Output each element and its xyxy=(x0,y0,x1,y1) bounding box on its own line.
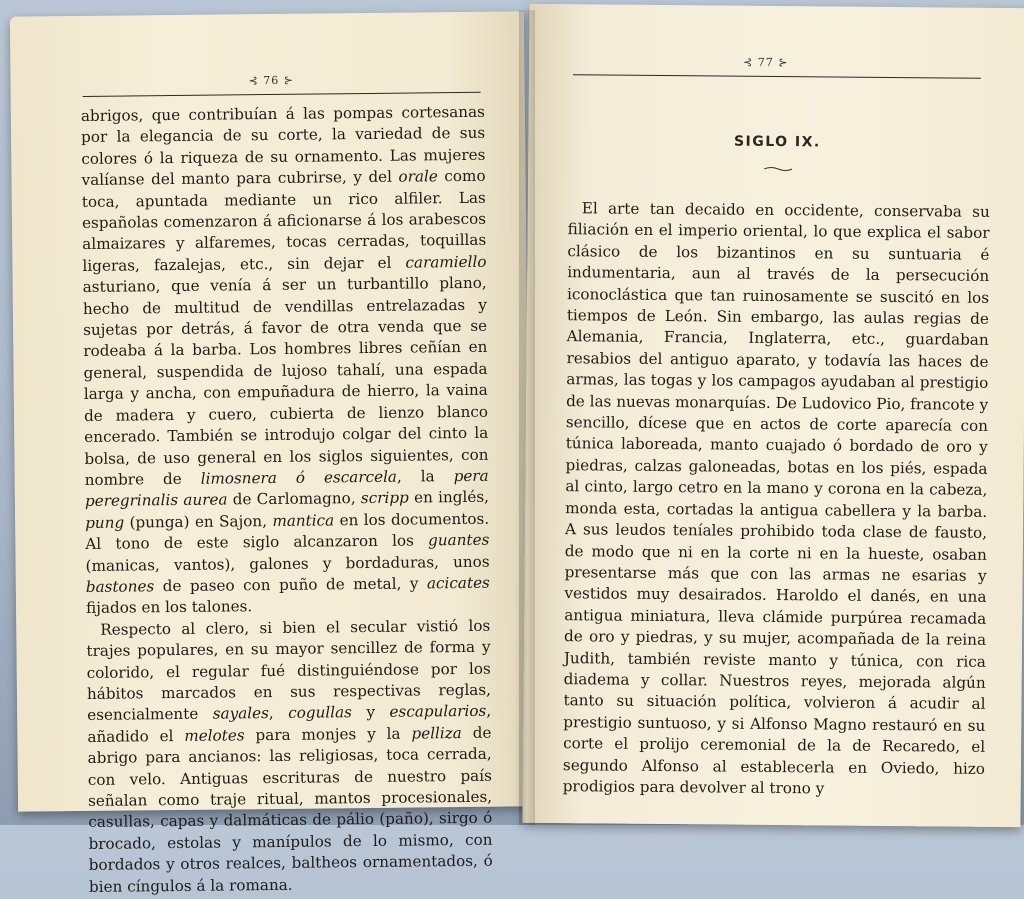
left-page-body xyxy=(81,102,493,898)
text-run: de Carlomagno, xyxy=(227,489,361,509)
book-gutter xyxy=(519,10,535,825)
italic-term: guantes xyxy=(428,530,490,550)
italic-term: pung xyxy=(85,513,125,532)
italic-term: bastones xyxy=(85,577,155,596)
italic-term: pelliza xyxy=(411,723,462,743)
text-run: , la xyxy=(396,466,454,486)
text-run: como toca, apuntada mediante un rico alfiler. Las españolas comenzaron á aficionarse á los arabescos almaizares y alfaremes, tocas cerradas, toquillas ligeras, fazalejas, etc., sin dejar el xyxy=(81,166,487,275)
header-rule-right xyxy=(573,74,981,79)
italic-term: pera peregrinalis aurea xyxy=(84,466,489,511)
page-number-right: ⊰ 77 ⊱ xyxy=(743,55,789,70)
page-number-left: ⊰ 76 ⊱ xyxy=(248,73,295,88)
paragraph-1 xyxy=(81,102,490,620)
italic-term: mantica xyxy=(272,511,335,530)
text-run: (punga) en Sajon, xyxy=(124,511,273,532)
header-rule-left xyxy=(83,92,481,97)
italic-term: caramiello xyxy=(405,252,487,272)
text-run: para monjes y la xyxy=(244,724,412,745)
text-run: fijados en los talones. xyxy=(85,597,253,618)
text-run: , añadido el xyxy=(87,702,492,746)
italic-term: limosnera ó escarcela xyxy=(200,467,398,488)
text-run: en los documentos. Al tono de este siglo alcanzaron los xyxy=(85,509,490,554)
text-run: (manicas, vantos), galones y bordaduras, unos xyxy=(85,552,490,575)
text-run: de paseo con puño de metal, y xyxy=(154,574,428,596)
paragraph-3: El arte tan decaido en occidente, conservaba su filiación en el imperio oriental, lo que explica el sabor clásico de los bizantinos en su suntuaria é indumentaria, aun al través de la persecución iconoclástica que tan ruinosamente se suscitó en los tiempos de León. Sin embargo, las aulas regias de Alemania, Francia, Inglaterra, etc., guardaban resabios del antiguo aparato, y todavía las haces de armas, las togas y los campagos ayudaban al prestigio de las nuevas monarquías. De Ludovico Pio, francote y sencillo, dícese que en actos de corte aparecía con túnica laboreada, manto cuajado ó bordado de oro y piedras, calzas galoneadas, botas en los piés, espada al cinto, largo cetro en la mano y corona en la cabeza, monda esta, cortadas la antigua cabellera y la barba. A sus leudos teníales prohibido toda clase de fausto, de modo que ni en la corte ni en la hueste, osaban presentarse más que con las armas ne esarias y vestidos muy desairados. Haroldo el danés, en una antigua miniatura, lleva clámide purpúrea recamada de oro y piedras, y su mujer, acompañada de la reina Judith, también reviste manto y túnica, con rica diadema y collar. Nuestros reyes, mejorada algún tanto su situación política, volvieron á acudir al prestigio suntuoso, y si Alfonso Magno restauró en su corte el prolijo ceremonial de la de Recaredo, el segundo Alfonso al establecerla en Oviedo, hizo prodigios para devolver al trono y xyxy=(562,199,990,798)
italic-term: sayales xyxy=(212,704,269,724)
text-run: en inglés, xyxy=(408,488,490,507)
italic-term: escapularios xyxy=(389,702,487,722)
italic-term: melotes xyxy=(184,726,245,745)
chapter-heading: SIGLO IX. xyxy=(733,133,821,151)
text-run: y xyxy=(351,703,390,722)
paragraph-2 xyxy=(86,615,493,897)
text-run: abrigos, que contribuían á las pompas cortesanas por la elegancia de su corte, la variedad de sus colores ó la riqueza de su ornamento. Las mujeres valíanse del manto para cubrirse, y del xyxy=(80,102,486,190)
right-page-body xyxy=(563,198,990,801)
text-run: de abrigo para ancianos: las religiosas, toca cerrada, con velo. Antiguas escrituras de nuestro país señalan como traje ritual, mantos procesionales, casullas, capas y dalmáticas de pálio (paño), sirgo ó brocado, estolas y manípulos de lo mismo, con bordados y otros realces, baltheos ornamentados, ó bien cíngulos á la romana. xyxy=(87,723,493,896)
italic-term: acicates xyxy=(426,573,490,593)
text-run: , xyxy=(268,704,289,723)
text-run: Respecto al clero, si bien el secular vistió los trajes populares, en su mayor sencillez de forma y colorido, el regular fué distinguiéndose por los hábitos marcados en sus respectivas reglas, esencialmente xyxy=(86,616,492,725)
left-page xyxy=(10,11,532,896)
italic-term: cogullas xyxy=(288,703,353,723)
text-run: asturiano, que venía á ser un turbantillo plano, hecho de multitud de vendillas entrelazadas y sujetas por detrás, á favor de otra venda que se rodeaba á la barba. Los hombres libres ceñían en general, suspendida de lujoso tahalí, una espada larga y ancha, con empuñadura de hierro, la vaina de madera y cuero, cubierta de lienzo blanco encerado. También se introdujo colgar del cinto la bolsa, de uso general en los siglos siguientes, con nombre de xyxy=(82,273,489,489)
right-page xyxy=(522,4,1024,827)
italic-term: scripp xyxy=(360,488,409,508)
italic-term: orale xyxy=(398,167,438,186)
heading-ornament-icon xyxy=(764,166,792,172)
